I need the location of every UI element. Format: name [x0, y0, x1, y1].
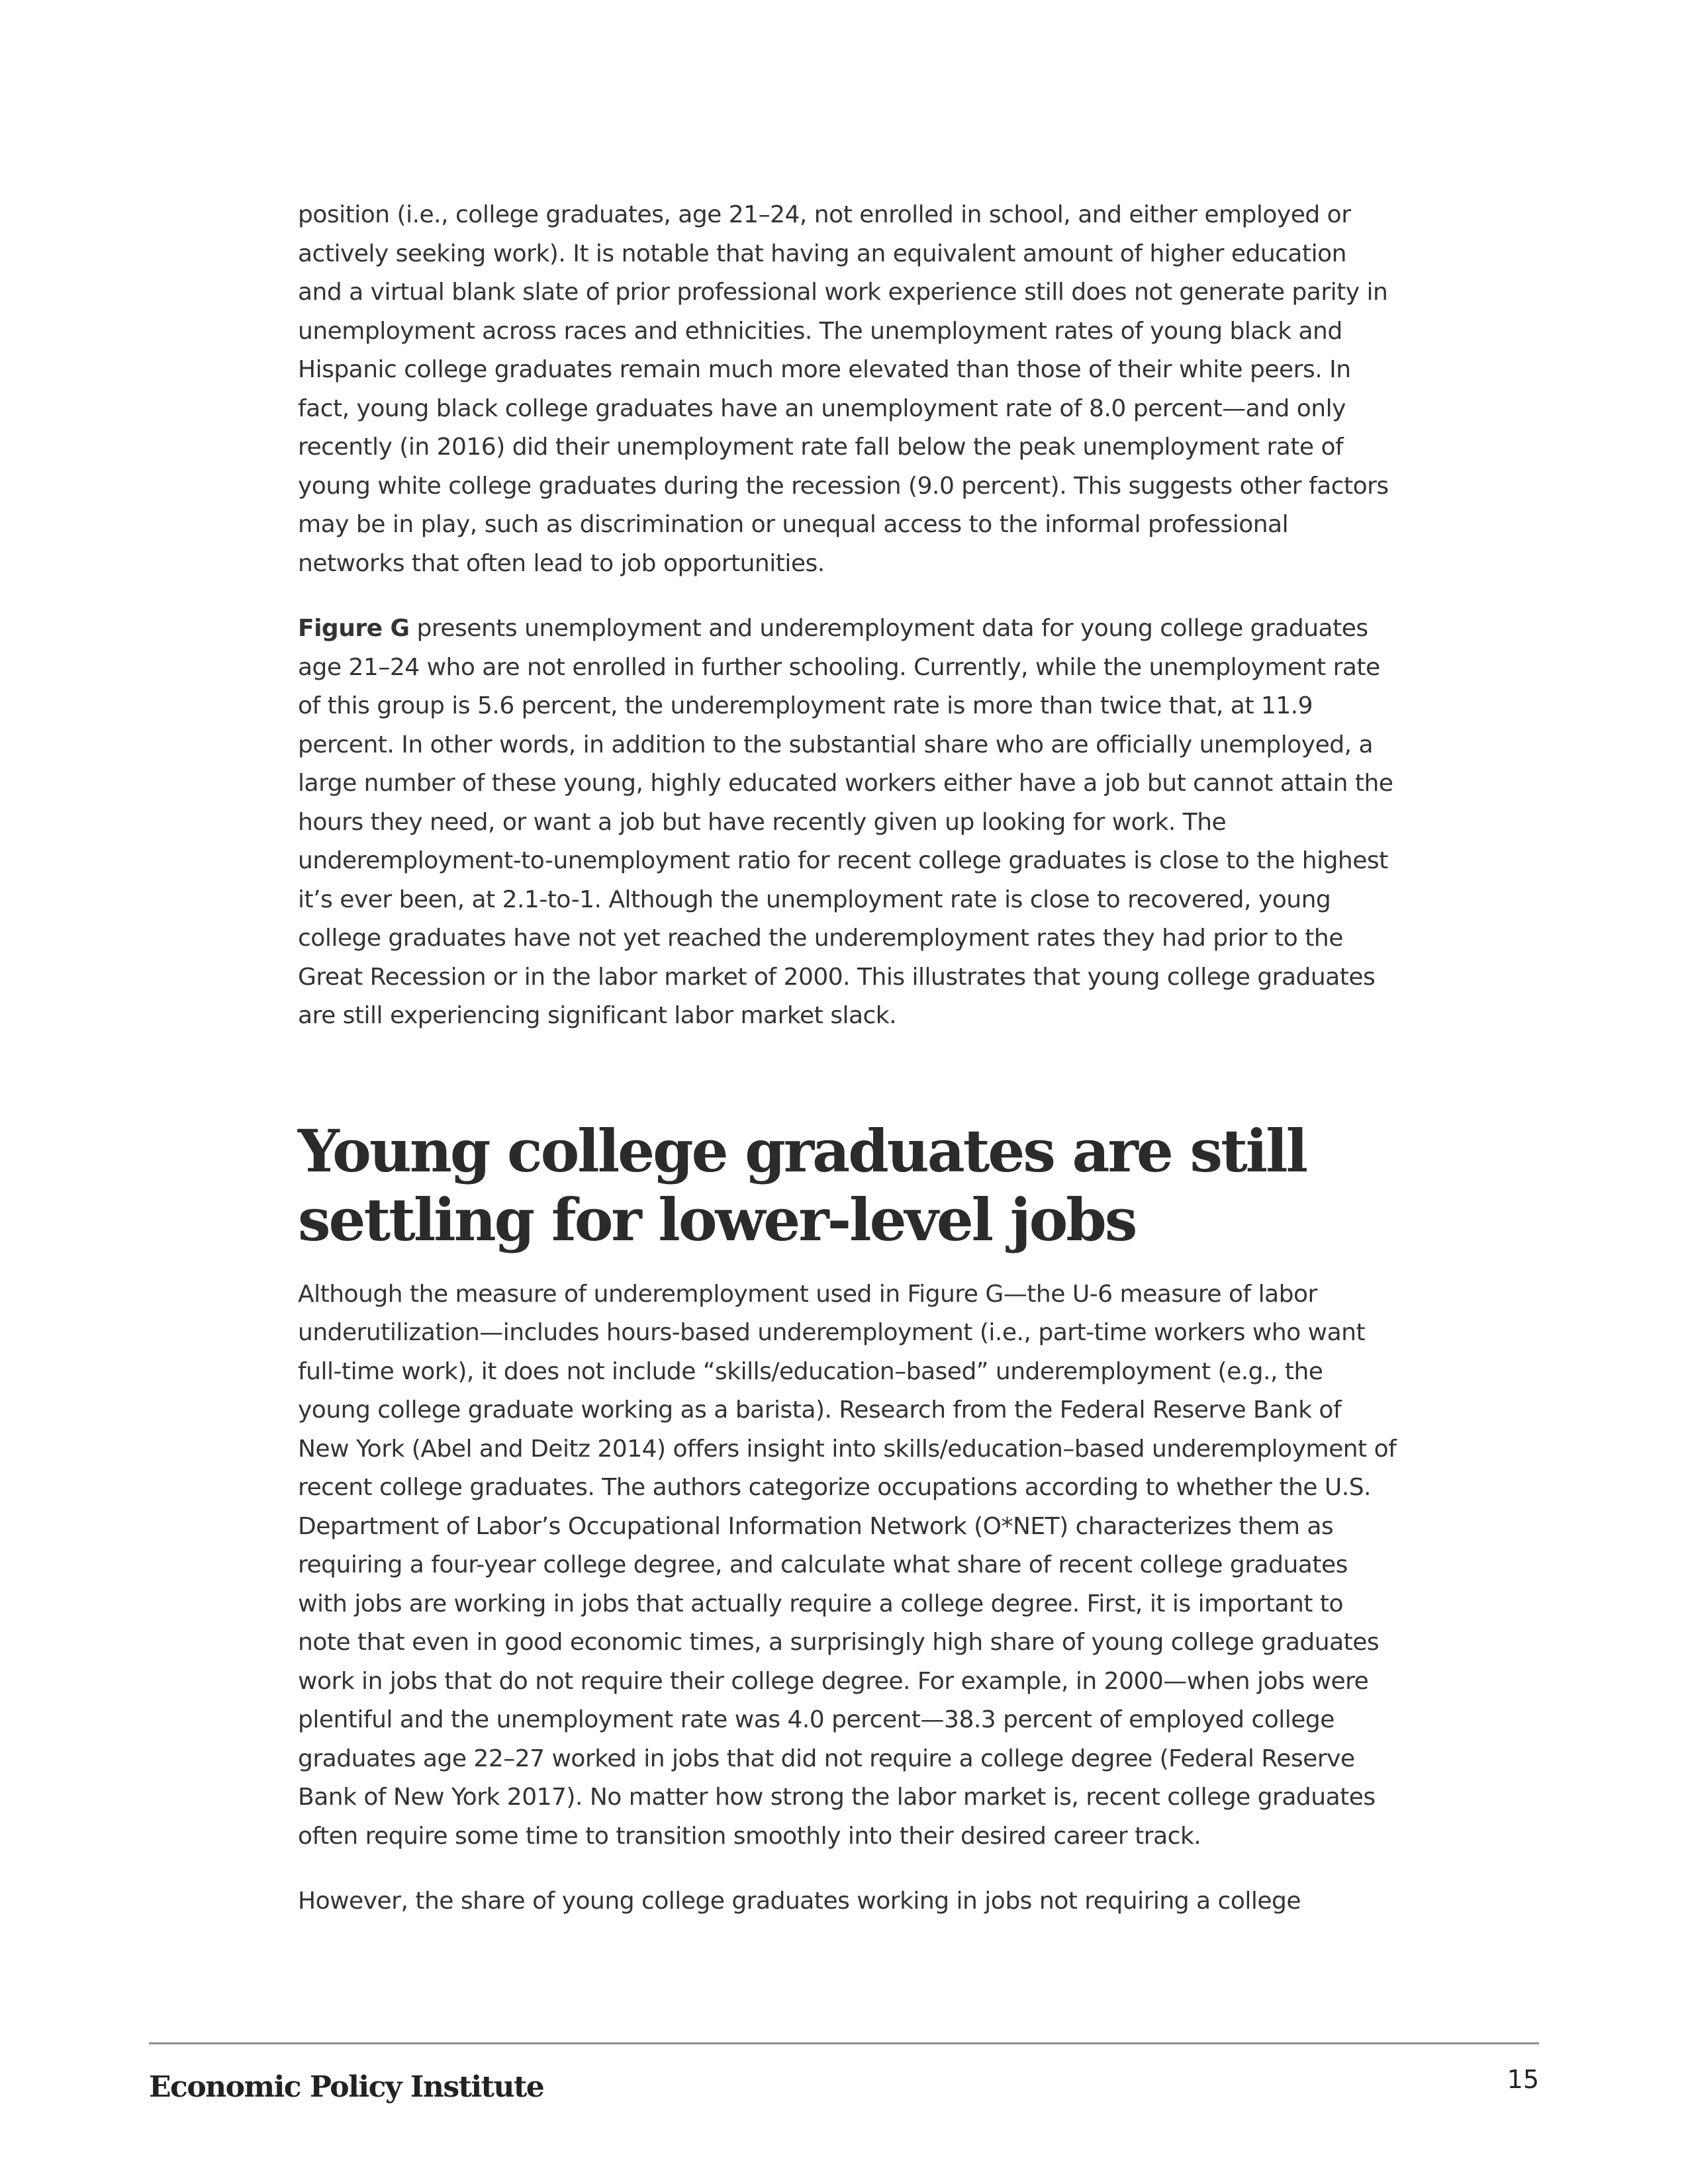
footer-divider	[149, 2042, 1539, 2044]
main-content	[298, 196, 1397, 1948]
footer-organization: Economic Policy Institute	[149, 2070, 544, 2104]
body-paragraph: Although the measure of underemployment used in Figure G—the U-6 measure of labor underutilization—includes hours-based underemployment (i.e., part-time workers who want full-time work), it does not include “skills/education–based” underemployment (e.g., the young college graduate working as a barista). Research from the Federal Reserve Bank of New York (Abel and Deitz 2014) offers insight into skills/education–based underemployment of recent college graduates. The authors categorize occupations according to whether the U.S. Department of Labor’s Occupational Information Network (O*NET) characterizes them as requiring a four-year college degree, and calculate what share of recent college graduates with jobs are working in jobs that actually require a college degree. First, it is important to note that even in good economic times, a surprisingly high share of young college graduates work in jobs that do not require their college degree. For example, in 2000—when jobs were plentiful and the unemployment rate was 4.0 percent—38.3 percent of employed college graduates age 22–27 worked in jobs that did not require a college degree (Federal Reserve Bank of New York 2017). No matter how strong the labor market is, recent college graduates often require some time to transition smoothly into their desired career track.	[298, 1280, 1397, 1850]
figure-reference: Figure G	[298, 615, 410, 642]
paragraph-text: presents unemployment and underemployment data for young college graduates age 21–24 who are not enrolled in further schooling. Currently, while the unemployment rate of this group is 5.6 percent, the underemployment rate is more than twice that, at 11.9 percent. In other words, in addition to the substantial share who are officially unemployed, a large number of these young, highly educated workers either have a job but cannot attain the hours they need, or want a job but have recently given up looking for work. The underemployment-to-unemployment ratio for recent college graduates is close to the highest it’s ever been, at 2.1-to-1. Although the unemployment rate is close to recovered, young college graduates have not yet reached the underemployment rates they had prior to the Great Recession or in the labor market of 2000. This illustrates that young college graduates are still experiencing significant labor market slack.	[298, 615, 1393, 1029]
body-paragraph	[298, 610, 1397, 1036]
body-paragraph: However, the share of young college graduates working in jobs not requiring a college	[298, 1888, 1301, 1915]
body-paragraph: position (i.e., college graduates, age 21–24, not enrolled in school, and either employed or actively seeking work). It is notable that having an equivalent amount of higher education and a virtual blank slate of prior professional work experience still does not generate parity in unemployment across races and ethnicities. The unemployment rates of young black and Hispanic college graduates remain much more elevated than those of their white peers. In fact, young black college graduates have an unemployment rate of 8.0 percent—and only recently (in 2016) did their unemployment rate fall below the peak unemployment rate of young white college graduates during the recession (9.0 percent). This suggests other factors may be in play, such as discrimination or unequal access to the informal professional networks that often lead to job opportunities.	[298, 201, 1389, 577]
section-heading: Young college graduates are still settling for lower-level jobs	[298, 1116, 1307, 1254]
page-number: 15	[1507, 2065, 1539, 2094]
